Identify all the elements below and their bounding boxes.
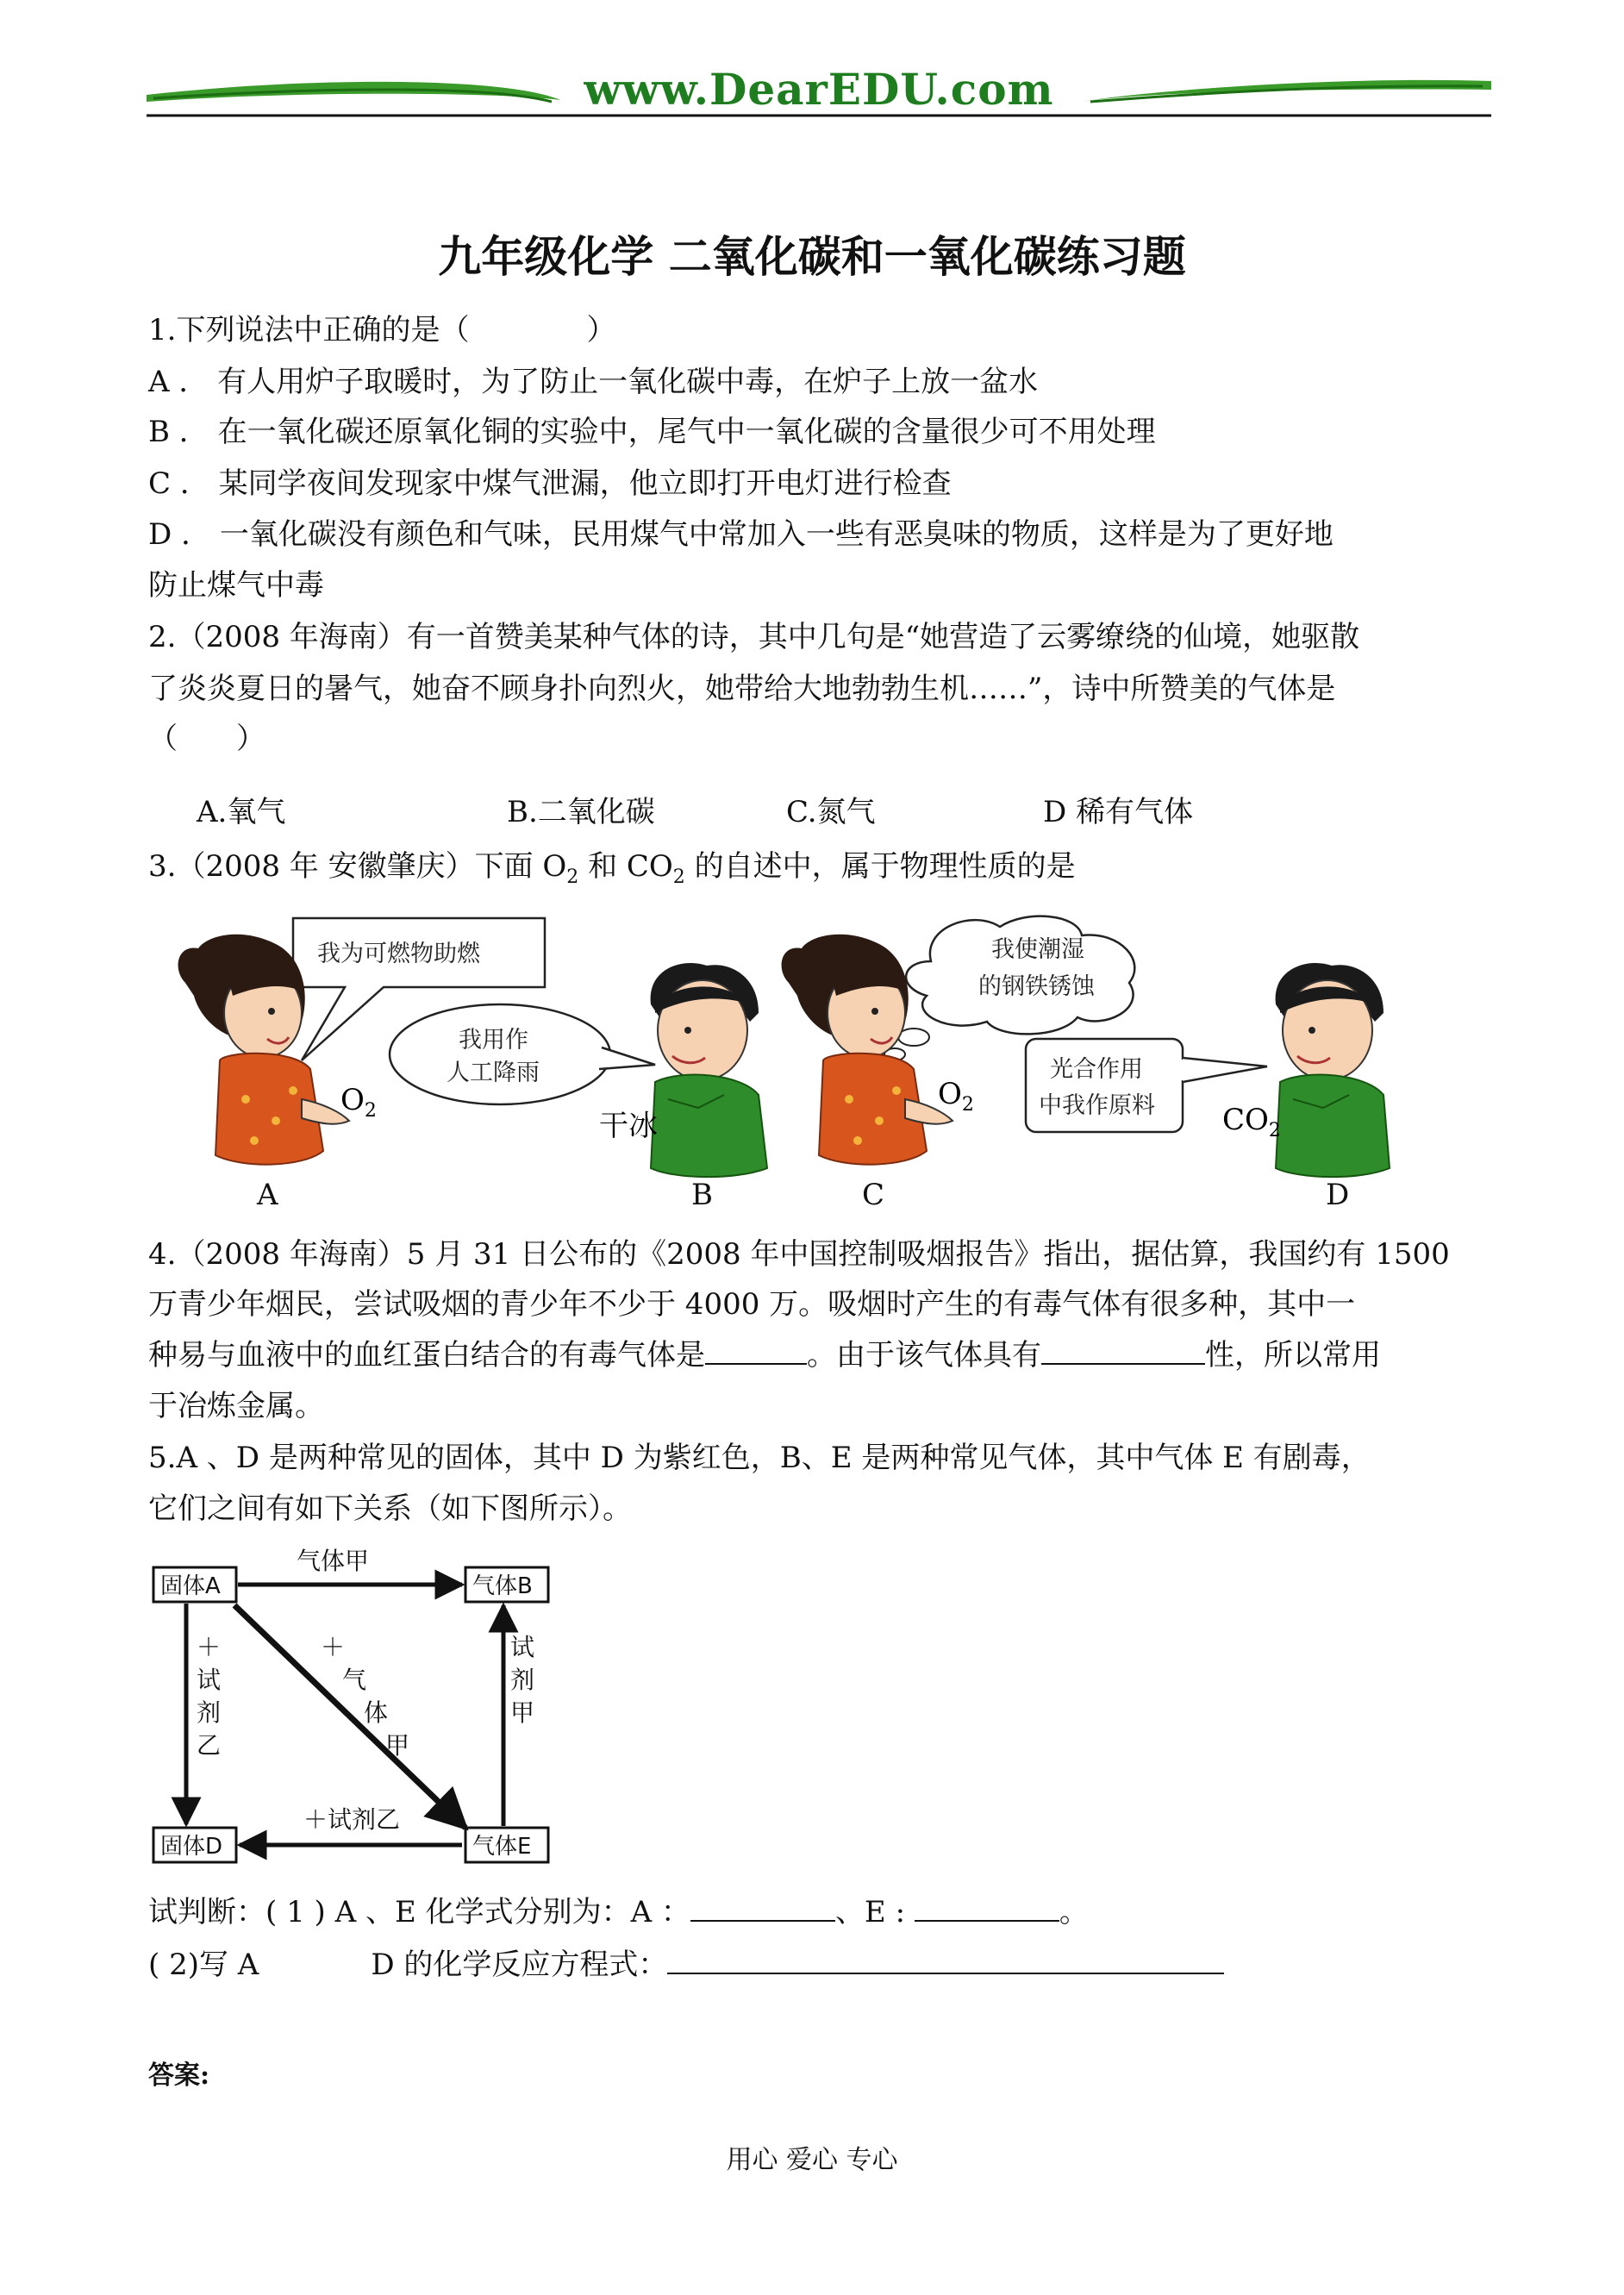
q5-blank-a[interactable] [690, 1894, 835, 1922]
dry-ice-label: 干冰 [599, 1109, 658, 1143]
q1-option-d-line2: 防止煤气中毒 [148, 568, 324, 603]
svg-text:试: 试 [510, 1633, 535, 1661]
q2-option-b: B.二氧化碳 [507, 795, 655, 829]
page-footer: 用心 爱心 专心 [726, 2145, 898, 2175]
svg-text:固体A: 固体A [160, 1573, 221, 1599]
q4-line4: 于冶炼金属。 [148, 1389, 324, 1423]
svg-text:体: 体 [364, 1698, 389, 1727]
q4-blank-2[interactable] [1041, 1337, 1205, 1365]
q5-line1: 5.A 、D 是两种常见的固体，其中 D 为紫红色，B、E 是两种常见气体，其中气体 E 有剧毒， [148, 1441, 1371, 1475]
svg-text:＋: ＋ [197, 1633, 222, 1661]
q4-line2: 万青少年烟民，尝试吸烟的青少年不少于 4000 万。吸烟时产生的有毒气体有很多种，其中一 [148, 1287, 1356, 1322]
q4-blank-1[interactable] [705, 1337, 807, 1365]
svg-text:乙: 乙 [197, 1731, 222, 1760]
q1-option-b: B ． 在一氧化碳还原氧化铜的实验中，尾气中一氧化碳的含量很少可不用处理 [148, 415, 1156, 449]
site-logo-text: www.DearEDU.com [584, 64, 1054, 115]
svg-text:剂: 剂 [197, 1698, 222, 1727]
svg-text:＋试剂乙: ＋试剂乙 [303, 1805, 401, 1834]
q5-line2: 它们之间有如下关系（如下图所示）。 [148, 1491, 632, 1526]
svg-text:气体甲: 气体甲 [297, 1547, 370, 1575]
svg-text:固体D: 固体D [160, 1834, 223, 1860]
q3-label-c: C [862, 1178, 885, 1212]
q3-stem: 3.（2008 年 安徽肇庆）下面 $O_2$ 和 $CO_2$ 的自述中，属于物理性质的是 [148, 849, 1076, 888]
q2-line1: 2.（2008 年海南）有一首赞美某种气体的诗，其中几句是“她营造了云雾缭绕的仙境，她驱散 [148, 620, 1360, 654]
svg-text:中我作原料: 中我作原料 [1039, 1092, 1155, 1119]
svg-text:光合作用: 光合作用 [1050, 1056, 1143, 1083]
q3-illustration [172, 910, 1396, 1211]
q4-line3: 种易与血液中的血红蛋白结合的有毒气体是 。由于该气体具有 性，所以常用 [148, 1338, 1381, 1373]
q5-reaction-diagram [148, 1543, 562, 1888]
q4-line1: 4.（2008 年海南）5 月 31 日公布的《2008 年中国控制吸烟报告》指出，据估算，我国约有 1500 [148, 1237, 1450, 1272]
svg-text:我用作: 我用作 [459, 1027, 528, 1054]
svg-text:剂: 剂 [510, 1666, 535, 1694]
q5-blank-e[interactable] [915, 1894, 1059, 1922]
svg-text:试: 试 [197, 1666, 222, 1694]
q5-judge-line: 试判断：( 1 ) A 、E 化学式分别为：A ： 、E : 。 [148, 1895, 1089, 1929]
q3-label-b: B [691, 1178, 713, 1212]
q2-option-d: D 稀有气体 [1043, 795, 1194, 829]
svg-text:气体E: 气体E [472, 1834, 532, 1860]
q1-option-d-line1: D ． 一氧化碳没有颜色和气味，民用煤气中常加入一些有恶臭味的物质，这样是为了更好地 [148, 517, 1334, 552]
boy-d-figure [1276, 963, 1390, 1177]
q3-label-d: D [1326, 1178, 1350, 1212]
svg-text:我使潮湿: 我使潮湿 [991, 936, 1084, 963]
svg-text:我为可燃物助燃: 我为可燃物助燃 [317, 941, 480, 967]
answer-label: 答案: [148, 2060, 210, 2091]
q5-equation-line: ( 2)写 A D 的化学反应方程式： [148, 1945, 1224, 1985]
svg-text:甲: 甲 [510, 1698, 535, 1727]
q3-label-a: A [257, 1178, 278, 1212]
bubble-b [390, 1004, 655, 1104]
o2-label-c: $O_2$ [938, 1077, 974, 1116]
svg-text:气: 气 [342, 1666, 367, 1694]
co2-label: $CO_2$ [1222, 1103, 1281, 1141]
q1-option-c: C ． 某同学夜间发现家中煤气泄漏，他立即打开电灯进行检查 [148, 466, 952, 501]
svg-text:气体B: 气体B [472, 1573, 533, 1599]
q2-option-a: A.氧气 [197, 795, 286, 829]
q1-stem: 1.下列说法中正确的是（ ） [148, 313, 616, 347]
svg-text:的钢铁锈蚀: 的钢铁锈蚀 [978, 973, 1095, 1000]
svg-text:人工降雨: 人工降雨 [447, 1060, 540, 1086]
q1-option-a: A ． 有人用炉子取暖时，为了防止一氧化碳中毒，在炉子上放一盆水 [148, 365, 1039, 399]
page-title: 九年级化学 二氧化碳和一氧化碳练习题 [438, 232, 1186, 282]
q2-option-c: C.氮气 [786, 795, 876, 829]
arrow-a-to-e [234, 1605, 465, 1828]
svg-text:甲: 甲 [385, 1731, 410, 1760]
boy-b-figure [651, 963, 767, 1177]
svg-text:＋: ＋ [321, 1633, 346, 1661]
q2-line2: 了炎炎夏日的暑气，她奋不顾身扑向烈火，她带给大地勃勃生机……”，诗中所赞美的气体是 [148, 672, 1336, 706]
q2-line3: （ ） [148, 722, 265, 756]
o2-label-a: $O_2$ [340, 1083, 377, 1122]
q5-blank-equation[interactable] [667, 1947, 1224, 1974]
header-banner [147, 64, 1491, 128]
